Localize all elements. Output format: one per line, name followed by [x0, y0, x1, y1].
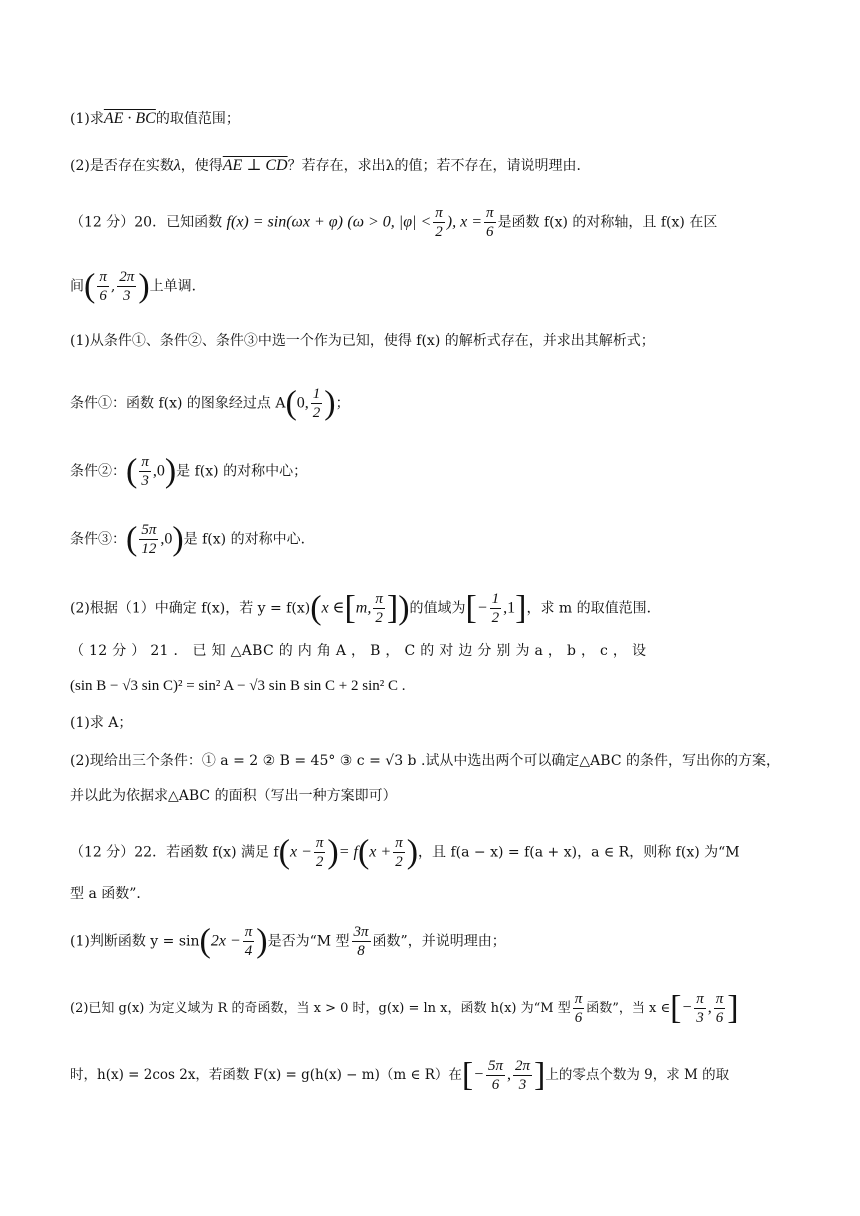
fraction-pi-over-3: [139, 453, 151, 490]
numerator: π: [715, 991, 724, 1007]
fraction-2pi-over-3: [513, 1057, 532, 1094]
paren-close: ): [164, 452, 177, 490]
text-prefix: （12 分）22．若函数 f(x) 满足 f: [70, 844, 279, 861]
fraction-pi-over-6: [484, 204, 496, 241]
denominator: 2: [491, 610, 500, 626]
fraction-pi-over-2: [373, 590, 385, 627]
denominator: 6: [574, 1010, 583, 1026]
text-suffix: ？若存在，求出λ的值；若不存在，请说明理由．: [287, 158, 591, 174]
fraction-pi-over-2: [314, 834, 326, 871]
fraction-pi-over-6: [573, 990, 585, 1027]
text-mid: 的值域为: [409, 600, 466, 617]
bracket-close: ]: [386, 589, 399, 627]
q21-part2: (2)现给出三个条件：① a = 2 ② B = 45° ③ c = √3 b .试从中选出两个可以确定△ABC 的条件，写出你的方案，: [70, 753, 780, 769]
q21-part3: 并以此为依据求△ABC 的面积（写出一种方案即可）: [70, 788, 397, 804]
text-prefix: (1)判断函数 y = sin: [70, 933, 200, 950]
denominator: 2: [395, 854, 403, 870]
text-mid: = f: [338, 843, 358, 861]
paren-close: ): [138, 267, 150, 305]
paren-close: ): [256, 922, 268, 960]
denominator: 8: [357, 943, 365, 959]
numerator: π: [315, 835, 324, 851]
denominator: 6: [486, 224, 494, 240]
q22-part1: (1)判断函数 y = sin(2x − $\frac{\pi}{4}$ )是否为“M 型 $\frac{3\pi}{8}$ 函数”，并说明理由；: [70, 922, 506, 960]
condition-2: 条件②：( $\frac{\pi}{3}$ ,0)是 f(x) 的对称中心；: [70, 452, 308, 490]
numerator: 3π: [353, 924, 369, 940]
denominator: 6: [491, 1077, 500, 1093]
bracket-close: ]: [727, 989, 739, 1027]
denominator: 2: [435, 224, 443, 240]
text-suffix: ，求 m 的取值范围．: [526, 600, 661, 617]
denominator: 4: [244, 943, 253, 959]
numerator: 1: [491, 591, 500, 607]
numerator: 2π: [515, 1058, 531, 1074]
numerator: 1: [312, 386, 321, 402]
denominator: 2: [312, 405, 321, 421]
q20-part1: (1)从条件①、条件②、条件③中选一个作为已知，使得 f(x) 的解析式存在，并求出其解析式；: [70, 333, 655, 349]
denominator: 3: [123, 288, 131, 304]
numerator: π: [574, 991, 583, 1007]
denominator: 2: [375, 610, 383, 626]
q20-interval: 间( $\frac{\pi}{6}$ , $\frac{2\pi}{3}$ )上单调．: [70, 267, 206, 305]
denominator: 6: [715, 1010, 724, 1026]
bracket-open: [: [344, 589, 356, 627]
paren-close: ): [398, 589, 410, 627]
denominator: 3: [518, 1077, 527, 1093]
q22-part2-cont: 时，h(x) = 2cos 2x，若函数 F(x) = g(h(x) − m)（m ∈ R）在[− $\frac{5\pi}{6}$ , $\frac{2\pi}{3}$ ]上的零点个数为 9，求 M 的取: [70, 1056, 730, 1094]
paren-close: ): [324, 384, 336, 422]
text-suffix: 上单调．: [149, 278, 206, 295]
function-def: f(x) = sin(ωx + φ): [226, 213, 343, 231]
q21-header: （ 12 分 ） 21 ． 已 知 △ABC 的 内 角 A ， B ， C 的 对 边 分 别 为 a ， b ， c ， 设: [70, 643, 647, 659]
numerator: π: [486, 205, 494, 221]
text-suffix: 的取值范围；: [155, 111, 240, 127]
text-mid: ，使得: [180, 158, 223, 174]
text-prefix: 间: [70, 278, 84, 295]
bracket-close: ]: [515, 589, 527, 627]
fraction-pi-over-3: [694, 990, 706, 1027]
fraction-1-over-2: [490, 590, 502, 627]
numerator: π: [435, 205, 443, 221]
text-suffix: 函数”，并说明理由；: [372, 933, 506, 950]
fraction-5pi-over-12: [139, 521, 158, 558]
vector-ae-dot-bc: AE · BC: [103, 110, 156, 127]
numerator: 5π: [141, 522, 157, 538]
q22-part2: (2)已知 g(x) 为定义域为 R 的奇函数，当 x > 0 时，g(x) = ln x，函数 h(x) 为“M 型 $\frac{\pi}{6}$ 函数”，当 x ∈[− $\frac{\pi}{3}$ , $\frac{\pi}{6}$ ]: [70, 989, 739, 1027]
q22-header-cont: 型 a 函数”．: [70, 886, 151, 902]
condition-1: 条件①：函数 f(x) 的图象经过点 A(0, $\frac{1}{2}$ )；: [70, 384, 350, 422]
text-prefix: （12 分）20．已知函数: [70, 214, 223, 231]
text-suffix: 是 f(x) 的对称中心．: [183, 531, 315, 548]
fraction-pi-over-6: [97, 268, 109, 305]
fraction-1-over-2: [311, 385, 323, 422]
paren-close: ): [327, 833, 339, 871]
paren-open: (: [310, 589, 322, 627]
numerator: 2π: [119, 269, 135, 285]
lambda-symbol: λ: [173, 157, 181, 174]
text-suffix: 是函数 f(x) 的对称轴，且 f(x) 在区: [497, 214, 718, 231]
denominator: 2: [315, 854, 324, 870]
fraction-5pi-over-6: [486, 1057, 505, 1094]
numerator: π: [99, 269, 107, 285]
q22-header: （12 分）22．若函数 f(x) 满足 f(x − $\frac{\pi}{2}$ )= f(x + $\frac{\pi}{2}$ )，且 f(a − x) = f(a + x)，a ∈ R，则称 f(x) 为“M: [70, 833, 740, 871]
text-prefix: 条件②：: [70, 463, 126, 480]
paren-open: (: [126, 520, 138, 558]
denominator: 6: [99, 288, 107, 304]
paren-open: (: [285, 384, 297, 422]
bracket-open: [: [670, 989, 682, 1027]
paren-open: (: [278, 833, 290, 871]
q19-part2: [70, 155, 800, 177]
denominator: 3: [696, 1010, 704, 1026]
q21-part1: (1)求 A；: [70, 715, 133, 731]
fraction-pi-over-4: [243, 923, 255, 960]
denominator: 3: [141, 473, 149, 489]
text-mid: 函数”，当 x ∈: [586, 1001, 671, 1016]
fraction-pi-over-2: [393, 834, 405, 871]
q20-header: [70, 204, 800, 241]
numerator: π: [244, 924, 253, 940]
numerator: π: [395, 835, 403, 851]
numerator: 5π: [488, 1058, 504, 1074]
text-prefix: (2)是否存在实数: [70, 158, 174, 174]
fraction-pi-over-6: [714, 990, 726, 1027]
paren-open: (: [357, 833, 370, 871]
text-prefix: (2)已知 g(x) 为定义域为 R 的奇函数，当 x > 0 时，g(x) = ln x，函数 h(x) 为“M 型: [70, 1001, 571, 1016]
text-mid: 是否为“M 型: [267, 933, 350, 950]
text-prefix: 时，h(x) = 2cos 2x，若函数 F(x) = g(h(x) − m)（m ∈ R）在: [70, 1067, 462, 1083]
fraction-2pi-over-3: [117, 268, 136, 305]
text-prefix: (1)求: [70, 111, 104, 127]
text-suffix: ；: [335, 395, 350, 412]
text-prefix: 条件①：函数 f(x) 的图象经过点 A: [70, 395, 286, 412]
fraction-3pi-over-8: [352, 923, 371, 960]
paren-close: ): [406, 833, 419, 871]
paren-close: ): [172, 520, 184, 558]
axis-expr: ), x =: [446, 213, 482, 231]
numerator: π: [375, 591, 383, 607]
text-prefix: 条件③：: [70, 531, 126, 548]
text-suffix: 是 f(x) 的对称中心；: [176, 463, 308, 480]
text-suffix: ，且 f(a − x) = f(a + x)，a ∈ R，则称 f(x) 为“M: [418, 844, 740, 861]
q20-part2: (2)根据（1）中确定 f(x)，若 y = f(x)(x ∈[m, $\frac{\pi}{2}$ ])的值域为[− $\frac{1}{2}$ ,1]，求 m 的取值范围．: [70, 589, 661, 627]
numerator: π: [696, 991, 704, 1007]
text-suffix: 上的零点个数为 9，求 M 的取: [545, 1067, 730, 1083]
bracket-open: [: [465, 589, 477, 627]
paren-open: (: [84, 267, 96, 305]
paren-open: (: [126, 452, 138, 490]
q21-equation: (sin B − √3 sin C)² = sin² A − √3 sin B sin C + 2 sin² C .: [70, 678, 406, 694]
q19-part1: [70, 108, 800, 130]
condition-3: 条件③：( $\frac{5\pi}{12}$ ,0)是 f(x) 的对称中心．: [70, 520, 315, 558]
denominator: 12: [141, 541, 157, 557]
numerator: π: [141, 454, 149, 470]
fraction-pi-over-2: [433, 204, 445, 241]
vector-perp-expr: AE ⊥ CD: [222, 157, 288, 174]
constraint-expr: (ω > 0, |φ| <: [347, 213, 432, 231]
bracket-open: [: [461, 1056, 474, 1094]
paren-open: (: [199, 922, 211, 960]
bracket-close: ]: [534, 1056, 546, 1094]
text-prefix: (2)根据（1）中确定 f(x)，若 y = f(x): [70, 600, 311, 617]
